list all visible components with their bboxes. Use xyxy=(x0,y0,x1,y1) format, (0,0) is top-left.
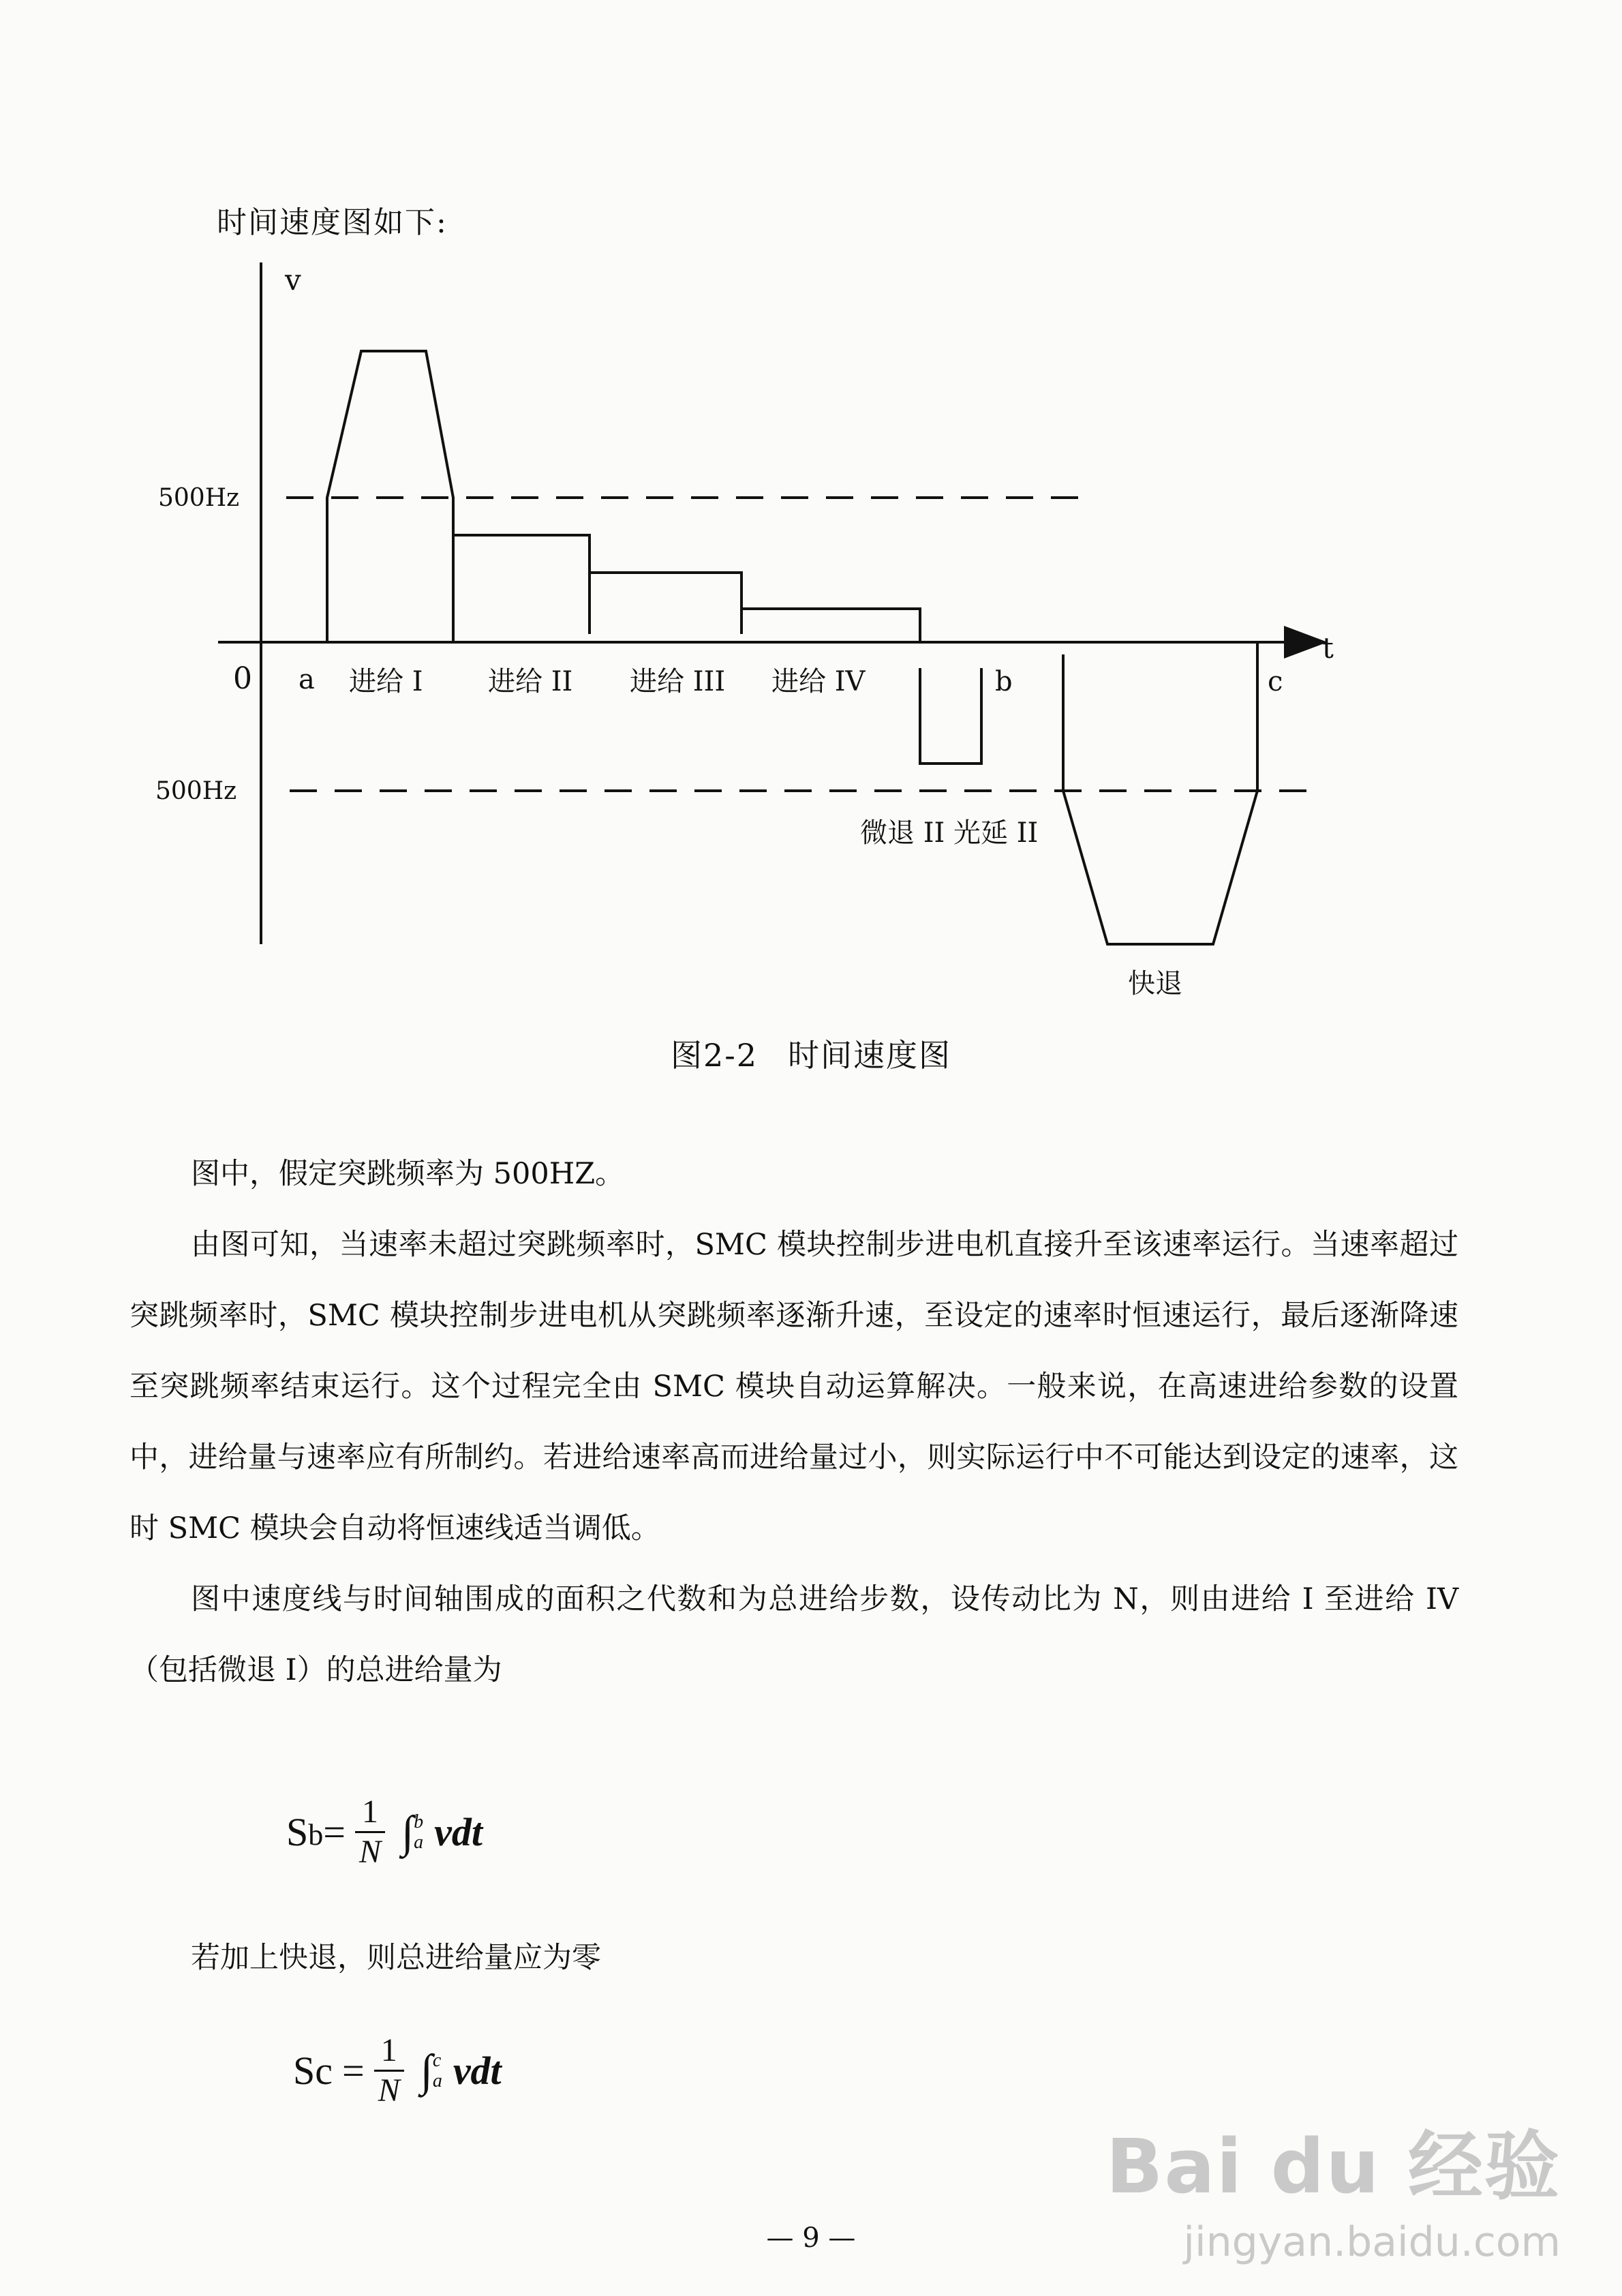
formula-sc-integral: ∫ xyxy=(420,2045,433,2096)
figure-caption xyxy=(0,1031,1622,1076)
body-text xyxy=(129,1138,1458,1706)
feed-1-label: 进给 I xyxy=(349,666,423,697)
point-a-label: a xyxy=(299,664,315,695)
formula-sb-denominator: N xyxy=(358,1834,381,1870)
formula-sb xyxy=(286,1793,483,1871)
formula-sc-lhs: Sc xyxy=(293,2049,333,2093)
baidu-watermark xyxy=(1106,2106,1561,2266)
formula-sb-limits xyxy=(414,1812,423,1853)
feed-4-label: 进给 IV xyxy=(771,666,866,697)
page-number: — 9 — xyxy=(766,2222,856,2254)
formula-sb-subscript: b xyxy=(308,1818,324,1852)
formula-sc-fraction xyxy=(374,2031,404,2110)
formula-sc-integrand: vdt xyxy=(453,2049,502,2093)
formula-sb-eq: = xyxy=(323,1810,346,1854)
micro-retreat-profile xyxy=(920,668,981,764)
feed-4-profile xyxy=(741,609,920,642)
formula-sb-lhs: S xyxy=(286,1810,309,1854)
fast-retreat-profile xyxy=(1063,642,1257,944)
formula-sc-numerator: 1 xyxy=(374,2031,404,2072)
formula-sc-upper: c xyxy=(432,2049,442,2071)
freq-label-bottom: 500Hz xyxy=(155,777,237,805)
formula-sb-integrand: vdt xyxy=(434,1810,483,1854)
paragraph-3: 图中速度线与时间轴围成的面积之代数和为总进给步数，设传动比为 N，则由进给 I 至进给 IV（包括微退 I）的总进给量为 xyxy=(129,1582,1458,1687)
diagram-heading: 时间速度图如下: xyxy=(217,205,448,240)
formula-sc xyxy=(293,2031,502,2110)
formula-sc-limits xyxy=(433,2051,442,2091)
paragraph-2: 由图可知，当速率未超过突跳频率时，SMC 模块控制步进电机直接升至该速率运行。当速率超过突跳频率时，SMC 模块控制步进电机从突跳频率逐渐升速，至设定的速率时恒速运行，最后逐渐降速至突跳频率结束运行。这个过程完全由 SMC 模块自动运算解决。一般来说，在高速进给参数的设置中，进给量与速率应有所制约。若进给速率高而进给量过小，则实际运行中不可能达到设定的速率，这时 SMC 模块会自动将恒速线适当调低。 xyxy=(129,1228,1458,1545)
body-text-2 xyxy=(129,1922,1458,1993)
paragraph-4: 若加上快退，则总进给量应为零 xyxy=(191,1941,601,1975)
formula-sb-numerator: 1 xyxy=(355,1793,385,1833)
figure-number: 图2-2 xyxy=(670,1037,759,1074)
feed-2-label: 进给 II xyxy=(488,666,573,697)
formula-sb-upper: b xyxy=(414,1811,424,1832)
formula-sb-integral: ∫ xyxy=(401,1807,414,1857)
t-axis-label: t xyxy=(1322,631,1334,665)
feed-3-label: 进给 III xyxy=(630,666,726,697)
watermark-url: jingyan.baidu.com xyxy=(1183,2218,1561,2266)
feed-2-profile xyxy=(453,535,590,634)
formula-sc-lower: a xyxy=(432,2070,442,2091)
velocity-time-diagram xyxy=(0,0,1622,1036)
paragraph-1: 图中，假定突跳频率为 500HZ。 xyxy=(191,1157,625,1191)
point-c-label: c xyxy=(1268,666,1283,697)
formula-sc-eq: = xyxy=(342,2049,365,2093)
fast-retreat-label: 快退 xyxy=(1128,968,1182,999)
point-b-label: b xyxy=(995,666,1013,697)
formula-sb-lower: a xyxy=(414,1831,424,1853)
origin-label: 0 xyxy=(233,661,252,696)
formula-sc-denominator: N xyxy=(378,2072,400,2109)
freq-label-top: 500Hz xyxy=(158,484,240,512)
figure-title: 时间速度图 xyxy=(788,1037,952,1074)
retreat-label: 微退 II 光延 II xyxy=(860,817,1039,849)
feed-3-profile xyxy=(590,573,741,634)
watermark-brand: Bai du 经验 xyxy=(1105,2123,1561,2210)
formula-sb-fraction xyxy=(355,1793,385,1871)
v-axis-label: v xyxy=(285,263,301,297)
